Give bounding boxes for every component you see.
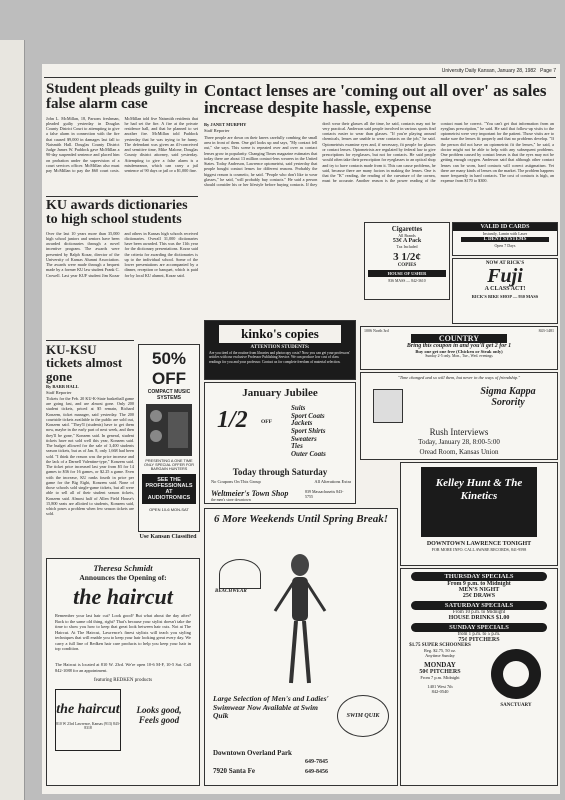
ad-off: OFF — [261, 419, 272, 425]
ad-line: HOUSE DRINKS $1.00 — [448, 615, 510, 621]
story-body: John L. McMillan, 18, Parsons freshman, pleaded guilty yesterday in Douglas County District Court to attempting to give a false alarm in connection with the fire that caused $9,000 in damages last fall to Naismith Hall. Douglas County District Judge James W. Paddock gave McMillan a 90-day suspended sentence and placed him on probation under the supervision of a court services officer. McMillan also must pay McMillan to pay the $60 court costs. McMillan told five Naismith residents that he had set the fire. A fire at the private residence hall, and that he planned to set another fire. McMillan told Paddock yesterday that he was trying to be funny. The defendant was given an ill-conceived and sensitive time, Mike Malone, Douglas County district attorney, said yesterday. Attempting to give a false alarm is a misdemeanor, which can carry a jail sentence of 90 days or jail or a $1,000 fine. — [46, 115, 198, 174]
ad-heading: SUNDAY SPECIALS — [411, 623, 547, 632]
ad-kinkos — [204, 320, 356, 380]
band-image — [421, 467, 537, 537]
ad-fuji-bikes: NOW AT RICK'S Fuji A CLASS ACT! RICK'S BIKE SHOP — 930 MASS — [452, 258, 558, 324]
ad-phone: FOR MORE INFO. CALL AWARE RECORDS, 841-9598 — [431, 547, 527, 552]
ad-tagline: the men's store downtown — [211, 498, 251, 502]
ad-line: MEN'S NIGHT — [458, 587, 500, 593]
ad-sub: A CLASS ACT! — [484, 286, 526, 292]
story-false-alarm — [46, 82, 198, 192]
ad-half: 1/2 — [217, 407, 248, 433]
ad-country — [360, 326, 558, 370]
swimquik-logo: SWIM QUIK — [337, 695, 389, 737]
ad-line: 25¢ DRAWS — [462, 593, 496, 599]
ad-company: I. DENT SYSTEMS — [461, 237, 549, 242]
ad-phone: 649-7845 — [305, 759, 328, 765]
ad-beachwear — [204, 508, 398, 786]
story-ku-ksu-tickets — [46, 340, 134, 553]
ad-line: OPEN 10-6 MON-SAT — [149, 507, 189, 512]
ad-address: 930 MASS — [518, 294, 539, 299]
ad-quote: "Time changed and so will them, but never in the ways of friendship." — [397, 375, 521, 380]
list-item: Ties — [291, 442, 303, 451]
swimsuit-model-image — [265, 549, 335, 689]
ad-price: 53¢ A Pack — [392, 238, 422, 244]
ad-kinetics — [400, 462, 558, 566]
ad-address: 1401 West 7th — [427, 684, 453, 689]
ad-heading: THURSDAY SPECIALS — [411, 572, 547, 581]
story-body: Over the last 10 years more than 35,000 high school juniors and seniors have been awarded dictionaries through a novel incentive program. The awards were presented by Ralph Kozar, director of the University of Kansas Alumni Association. The awards were made through a bequest made by a former KU law student Frank C. Crowell. Last year KUF student Jim Kozar and others in Kansas high schools received dictionaries. Overall 31,000 dictionaries have been awarded. This was the 11th year for the dictionary presentations. Kozar said the criteria for awarding the dictionaries is up to the individual school. Some of the lower presentations are accompanied by a dinner, reception or banquet, which is paid for by local KU alumni, Kozar said. — [46, 230, 198, 278]
ad-top: NOW AT RICK'S — [485, 261, 525, 266]
headline: Student pleads guilty in false alarm case — [46, 82, 198, 113]
ad-phone: 842-0540 — [431, 689, 449, 694]
ad-line: 75¢ PITCHERS — [458, 637, 500, 643]
stereo-image — [146, 404, 192, 456]
ad-title: January Jubilee — [242, 387, 318, 399]
ad-line: PRESENTING A ONE TIME ONLY SPECIAL OFFER FOR BARGAIN HUNTERS — [144, 459, 194, 471]
ad-line: Instantly, Lamin with Laser — [482, 231, 528, 236]
sanctuary-logo — [479, 643, 553, 708]
ad-hours: The Haircut is located at 810 W. 23rd. We're open 10-6 M-F, 10-5 Sat. Call 842-1088 for an appointment. — [55, 662, 191, 673]
ad-address: 810 W 23rd Lawrence, Kansas (913) 843-8318 — [56, 722, 120, 730]
ad-the-haircut — [46, 558, 200, 786]
ad-big-text: 50% OFF — [151, 349, 187, 388]
ad-title: Cigarettes — [391, 225, 423, 233]
byline: By BARB HALL — [46, 383, 79, 389]
ad-place: Oread Room, Kansas Union — [419, 448, 499, 456]
crest-icon — [373, 389, 403, 423]
band-name: Kelley Hunt & The Kinetics — [435, 477, 523, 502]
ad-address: 836 MASS — [388, 279, 406, 283]
ad-tag: ATTENTION STUDENTS: — [250, 345, 310, 350]
paper-name: University Daily Kansan, January 28, 1982 — [441, 68, 536, 74]
ad-line: From 9 p.m. to Midnight — [447, 581, 511, 587]
ad-line: From 7 p.m. Midnight — [420, 675, 460, 680]
byline: By JANET MURPHY — [204, 121, 247, 127]
ad-hours: Sunday 2-5 only. Mon., Tue., Wed. evenings — [425, 354, 493, 358]
list-item: Outer Coats — [291, 450, 326, 459]
adjacent-page-edge — [0, 40, 25, 800]
ad-line: From 10 p.m. to Midnight — [452, 610, 506, 615]
ad-brands: All Brands — [398, 233, 416, 238]
ad-featuring: featuring REDKEN products — [93, 678, 153, 683]
ad-compact-music — [138, 344, 200, 532]
ad-sale-dates: Today through Saturday — [232, 467, 328, 477]
header-rule — [44, 77, 556, 78]
ad-cigarettes: Cigarettes All Brands 53¢ A Pack Tax Included 3 1/2¢ COPIES HOUSE OF USHER 836 MASS — 842-3610 — [364, 222, 450, 300]
ad-line: Anytime Sunday — [425, 653, 455, 658]
ad-title: 6 More Weekends Until Spring Break! — [213, 513, 389, 525]
ad-tax: Tax Included — [396, 244, 418, 249]
headline: Contact lenses are 'coming out all over' as sales increase despite hassle, expense — [204, 82, 547, 118]
ad-line: $1.75 SUPER SCHOONERS — [409, 643, 471, 648]
list-item: Suits — [291, 404, 306, 412]
headline: KU-KSU tickets almost gone — [46, 342, 123, 384]
ad-line: 50¢ PITCHERS — [419, 669, 461, 675]
ad-hours: Open 7 Days — [494, 243, 516, 248]
ad-heading: MONDAY — [424, 661, 456, 669]
ad-body: Remember your last hair cut? Look good? But what about the day after? Back to the same old thing, right? That's because your stylist doesn't take the time to show you how to keep that great look between hair cuts. Not at The Haircut. At The Haircut, Lawrence's finest stylists will teach you styling techniques that will enable you to keep your hair looking great every day. We carry a full line of Redken hair care products to help you keep your hair in top condition. — [55, 613, 191, 651]
ad-line: Reg. $2.75, 50 oz. — [423, 648, 457, 653]
item-list — [291, 405, 326, 459]
ad-line: SEE THE PROFESSIONALS AT AUDIOTRONICS — [142, 474, 196, 504]
ad-announce: Announces the Opening of: — [79, 573, 167, 582]
ad-body: Are you tired of the routine from libraries and photocopy costs? Now you can get your professors' articles with our exclusive Professor Publishing Service. We can produce low cost of class readings for you and your professor. Contact us for complete freedom of material selection. — [209, 351, 350, 364]
ad-sigma-kappa — [360, 372, 558, 460]
ad-line: from 1 p.m. to 5 p.m. — [457, 632, 501, 637]
ad-store: COPIES — [397, 263, 417, 268]
ad-coupon: Bring this coupon in and you'll get 2 for 1 — [406, 343, 512, 349]
page-number: Page 7 — [540, 68, 556, 74]
ad-store: Weltmeier's Town Shop — [211, 489, 289, 498]
ad-valid-id — [452, 222, 558, 256]
ad-tagline: Looks good, Feels good — [136, 705, 182, 725]
list-item: Jackets — [291, 419, 313, 428]
ad-date: Today, January 28, 8:00-5:00 — [418, 438, 500, 446]
ad-deal: Buy one get one free (Chicken or Steak only) — [415, 349, 503, 354]
ad-brand: SANCTUARY — [500, 703, 532, 708]
story-body: Tickets for the Feb. 20 KU-K-State basketball game are going fast, and are almost gone. Only 200 student tickets, priced at $5 remain, Richard Konzem, ticket manager, said yesterday. The 200 courtside tickets available to the public are sold out, Konzem said. "They'll (students) have to get them now, maybe in the early part of next week, and then they'll be gone," Konzem said. In general, student tickets have not sold well this year, Konzem said. The budget allowed for the sale of 3,400 students season tickets, but as of Jan. 8, only 1,668 had been sold. "I think the reason was the price increase and the lack of a Darnell Valentine-type," Konzem said. The ticket price increased last year from $3 for 14 games to $36 for 16 games, or $2.25 a game. Even with the increase, KU ranks fourth in price per game for the Big Eight, Konzem said. None of those schools sold single-game tickets, but all were able to sell all of their student season tickets, Konzem said. Almost half of Allen Field House's 15,800 seats are allotted to students, Konzem said, which poses a problem when few season tickets are sold. — [46, 395, 134, 517]
ad-note: All Alterations Extra — [314, 479, 351, 484]
story-dictionaries — [46, 196, 198, 337]
ad-sanctuary — [400, 568, 558, 786]
ad-note: No Coupons On This Group — [211, 479, 261, 484]
ad-brand: COUNTRY — [411, 334, 507, 343]
list-item: Sweaters — [291, 434, 317, 443]
haircut-logo — [55, 689, 121, 751]
ad-brand: kinko's copies — [219, 325, 341, 343]
byline-role: Staff Reporter — [204, 128, 230, 134]
headline: KU awards dictionaries to high school students — [46, 198, 188, 228]
beachwear-logo — [219, 559, 261, 589]
byline-role: Staff Reporter — [46, 389, 72, 395]
list-item: Sport Coats — [291, 411, 325, 420]
ad-price-big: 3 1/2¢ — [393, 251, 421, 263]
list-item: Sport Shirts — [291, 427, 326, 436]
ad-address: 1006 North 3rd — [364, 328, 389, 333]
ad-event: Rush Interviews — [429, 427, 489, 437]
ad-venue: DOWNTOWN LAWRENCE TONIGHT — [426, 541, 532, 547]
ad-phone: 843-1481 — [538, 328, 554, 333]
ad-house: HOUSE OF USHER — [368, 270, 446, 277]
ad-january-jubilee — [204, 382, 356, 504]
logo-text: the haircut — [56, 702, 120, 717]
ad-address: 7920 Santa Fe — [213, 767, 255, 775]
ad-phone: 842-3610 — [411, 279, 426, 283]
ad-store: RICK'S BIKE SHOP — [471, 294, 512, 299]
ad-address: 839 Massachusetts 843-5755 — [305, 489, 344, 499]
ad-brand: Sigma Kappa Sorority — [480, 386, 536, 408]
classified-ad: Use Kansan Classified — [139, 534, 197, 540]
ad-location: Downtown Overland Park — [213, 749, 292, 757]
ad-brand: the haircut — [73, 584, 173, 609]
ad-title: VALID ID CARDS — [453, 223, 557, 231]
ad-line: COMPACT MUSIC SYSTEMS — [147, 389, 191, 401]
ad-heading: SATURDAY SPECIALS — [411, 601, 547, 610]
ad-announce: Theresa Schmidt — [93, 563, 153, 573]
ad-body: Large Selection of Men's and Ladies' Swimwear Now Available at Swim Quik — [213, 694, 329, 721]
ad-phone: 649-8456 — [305, 769, 328, 775]
ad-brand: Fuji — [487, 265, 523, 287]
ad-brand: BEACHWEAR — [215, 589, 247, 594]
story-text: Three people are down on their knees carefully combing the small area in front of them. One girl looks up and says, "My contact fell out," she says. This scene is repeated over and over as contact lenses grow in popularity. Changing Times magazine estimates that today there are about 13 million contact-lens wearers in the United States. Today Anderson, Lawrence optometrist, said yesterday that people bought contact lenses for different reasons. Probably the biggest reason is cosmetic, he said. "People who don't like to wear glasses," he said, "will probably buy contacts." He said a person should consider his or her lifestyle before buying contacts. If they don't wear their glasses all the time, he said, contacts may not be very practical. Anderson said people involved in various sports find contacts easier to wear than glasses. "If you're playing around chemicals, lenses are unable to wear contacts on the job," he said. Optometrists examine eyes and, if necessary, fit people for glasses or contact lenses. Optometrists are regulated by federal law to give prescriptions for eyeglasses, but not for contacts. He said people would often take their prescription for eyeglasses to an optical shop and try to have contacts made from it. This can cause problems, he said, because there are many factors in making the lenses. One is that the "K" reading, the reading of the curvature of the cornea, must be accurate. Another reason is the power reading of the contact must be correct. "You can't get that information from an eyeglass prescription," he said. He said that follow-up visits to the optometrist were very important for the patient. Those visits are to make sure the lenses fit properly and that no problems develop. "If the person did not have an optometrist fit the lenses," he said, a doctor might not be able to help with any subsequent problems. One problem caused by contact lenses is that the eyes may not be getting enough oxygen. Anderson said that although other contact lenses can be worn, hard contacts will correct astigmatism. Yet there are many kinds of lenses on the market. The problem happens more frequently in hard contacts. The cost of contacts is high, an expense from $170 to $300. — [204, 120, 554, 188]
